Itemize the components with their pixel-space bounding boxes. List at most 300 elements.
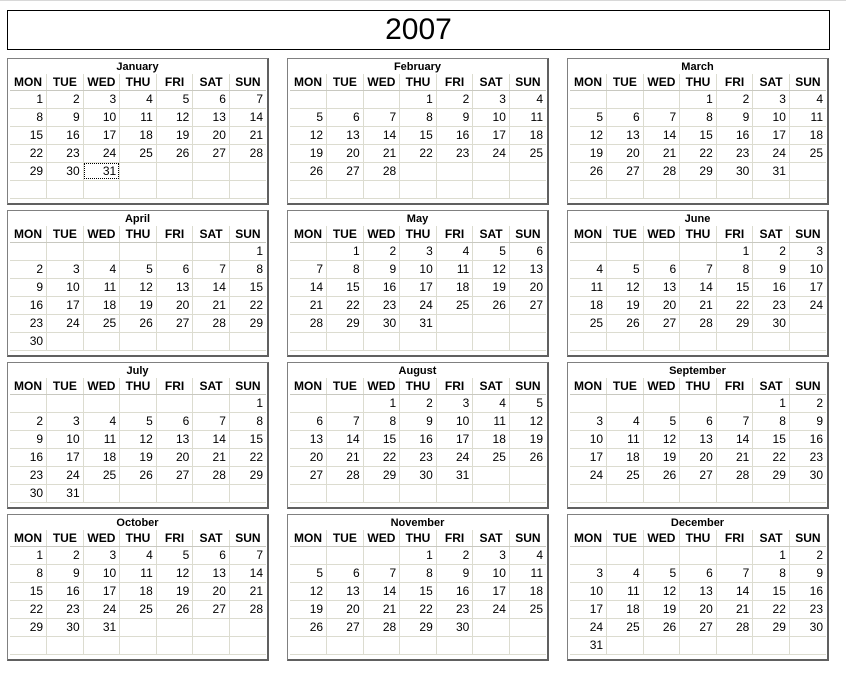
- day-cell[interactable]: 8: [753, 412, 790, 430]
- day-cell[interactable]: [789, 314, 826, 332]
- day-cell[interactable]: 11: [120, 108, 157, 126]
- day-cell[interactable]: 6: [643, 260, 680, 278]
- day-cell[interactable]: [290, 90, 327, 108]
- day-cell[interactable]: [607, 180, 644, 198]
- day-cell[interactable]: 6: [156, 412, 193, 430]
- day-cell[interactable]: 17: [570, 448, 607, 466]
- day-cell[interactable]: [570, 546, 607, 564]
- day-cell[interactable]: 4: [509, 546, 546, 564]
- day-cell[interactable]: 29: [716, 314, 753, 332]
- day-cell[interactable]: 16: [436, 126, 473, 144]
- day-cell[interactable]: 2: [716, 90, 753, 108]
- day-cell[interactable]: [753, 332, 790, 350]
- day-cell[interactable]: [789, 180, 826, 198]
- day-cell[interactable]: 2: [10, 260, 47, 278]
- day-cell[interactable]: 22: [10, 144, 47, 162]
- day-cell[interactable]: 25: [436, 296, 473, 314]
- day-cell[interactable]: 18: [83, 296, 120, 314]
- day-cell[interactable]: 16: [789, 582, 826, 600]
- day-cell[interactable]: [193, 162, 230, 180]
- day-cell[interactable]: 24: [83, 600, 120, 618]
- day-cell[interactable]: 14: [716, 430, 753, 448]
- day-cell[interactable]: 5: [156, 546, 193, 564]
- day-cell[interactable]: 27: [193, 144, 230, 162]
- day-cell[interactable]: [753, 636, 790, 654]
- day-cell[interactable]: 24: [789, 296, 826, 314]
- day-cell[interactable]: [229, 180, 266, 198]
- day-cell[interactable]: 21: [363, 144, 400, 162]
- day-cell[interactable]: [120, 484, 157, 502]
- day-cell[interactable]: 16: [47, 126, 84, 144]
- day-cell[interactable]: 21: [193, 296, 230, 314]
- day-cell[interactable]: 9: [753, 260, 790, 278]
- day-cell[interactable]: 24: [436, 448, 473, 466]
- day-cell[interactable]: 13: [643, 278, 680, 296]
- day-cell[interactable]: 9: [716, 108, 753, 126]
- day-cell[interactable]: 28: [229, 144, 266, 162]
- day-cell[interactable]: 12: [120, 278, 157, 296]
- day-cell[interactable]: 14: [193, 278, 230, 296]
- day-cell[interactable]: 25: [509, 144, 546, 162]
- day-cell[interactable]: [290, 484, 327, 502]
- day-cell[interactable]: 20: [680, 448, 717, 466]
- day-cell[interactable]: 13: [290, 430, 327, 448]
- day-cell[interactable]: 28: [327, 466, 364, 484]
- day-cell[interactable]: 20: [327, 144, 364, 162]
- day-cell[interactable]: 17: [570, 600, 607, 618]
- day-cell[interactable]: 31: [83, 162, 120, 180]
- day-cell[interactable]: 26: [290, 162, 327, 180]
- day-cell[interactable]: 4: [436, 242, 473, 260]
- day-cell[interactable]: 1: [716, 242, 753, 260]
- day-cell[interactable]: 25: [120, 600, 157, 618]
- day-cell[interactable]: 15: [10, 582, 47, 600]
- day-cell[interactable]: 10: [400, 260, 437, 278]
- day-cell[interactable]: 28: [229, 600, 266, 618]
- day-cell[interactable]: 13: [193, 564, 230, 582]
- day-cell[interactable]: 29: [327, 314, 364, 332]
- day-cell[interactable]: [327, 394, 364, 412]
- day-cell[interactable]: 16: [10, 448, 47, 466]
- day-cell[interactable]: 24: [83, 144, 120, 162]
- day-cell[interactable]: [193, 394, 230, 412]
- day-cell[interactable]: 21: [643, 144, 680, 162]
- day-cell[interactable]: 16: [400, 430, 437, 448]
- day-cell[interactable]: 28: [716, 618, 753, 636]
- day-cell[interactable]: 23: [789, 448, 826, 466]
- day-cell[interactable]: 13: [680, 430, 717, 448]
- day-cell[interactable]: 15: [363, 430, 400, 448]
- day-cell[interactable]: 26: [156, 600, 193, 618]
- day-cell[interactable]: [363, 332, 400, 350]
- day-cell[interactable]: 10: [473, 564, 510, 582]
- day-cell[interactable]: 10: [570, 430, 607, 448]
- day-cell[interactable]: 23: [10, 314, 47, 332]
- day-cell[interactable]: 6: [156, 260, 193, 278]
- day-cell[interactable]: 2: [436, 546, 473, 564]
- day-cell[interactable]: 16: [47, 582, 84, 600]
- day-cell[interactable]: 12: [570, 126, 607, 144]
- day-cell[interactable]: 1: [10, 546, 47, 564]
- day-cell[interactable]: [570, 332, 607, 350]
- day-cell[interactable]: 1: [400, 546, 437, 564]
- day-cell[interactable]: 19: [156, 126, 193, 144]
- day-cell[interactable]: 19: [120, 296, 157, 314]
- day-cell[interactable]: 26: [570, 162, 607, 180]
- day-cell[interactable]: 18: [83, 448, 120, 466]
- day-cell[interactable]: [47, 242, 84, 260]
- day-cell[interactable]: 5: [156, 90, 193, 108]
- day-cell[interactable]: 14: [363, 126, 400, 144]
- day-cell[interactable]: 4: [570, 260, 607, 278]
- day-cell[interactable]: 6: [193, 546, 230, 564]
- day-cell[interactable]: 27: [680, 618, 717, 636]
- day-cell[interactable]: [327, 332, 364, 350]
- day-cell[interactable]: [643, 546, 680, 564]
- day-cell[interactable]: [473, 618, 510, 636]
- day-cell[interactable]: 7: [327, 412, 364, 430]
- day-cell[interactable]: 25: [509, 600, 546, 618]
- day-cell[interactable]: 19: [473, 278, 510, 296]
- day-cell[interactable]: 9: [47, 108, 84, 126]
- day-cell[interactable]: [509, 332, 546, 350]
- day-cell[interactable]: 24: [47, 466, 84, 484]
- day-cell[interactable]: 12: [156, 108, 193, 126]
- day-cell[interactable]: 9: [789, 564, 826, 582]
- day-cell[interactable]: 27: [680, 466, 717, 484]
- day-cell[interactable]: 20: [290, 448, 327, 466]
- day-cell[interactable]: [716, 484, 753, 502]
- day-cell[interactable]: 14: [229, 108, 266, 126]
- day-cell[interactable]: [83, 394, 120, 412]
- day-cell[interactable]: 23: [10, 466, 47, 484]
- day-cell[interactable]: [290, 636, 327, 654]
- day-cell[interactable]: [363, 636, 400, 654]
- day-cell[interactable]: [193, 484, 230, 502]
- day-cell[interactable]: 19: [607, 296, 644, 314]
- day-cell[interactable]: 12: [473, 260, 510, 278]
- day-cell[interactable]: [10, 636, 47, 654]
- day-cell[interactable]: [509, 618, 546, 636]
- day-cell[interactable]: [473, 332, 510, 350]
- day-cell[interactable]: [570, 242, 607, 260]
- day-cell[interactable]: 14: [290, 278, 327, 296]
- day-cell[interactable]: 12: [607, 278, 644, 296]
- day-cell[interactable]: [643, 332, 680, 350]
- day-cell[interactable]: [473, 314, 510, 332]
- day-cell[interactable]: 5: [120, 260, 157, 278]
- day-cell[interactable]: [570, 180, 607, 198]
- day-cell[interactable]: 5: [290, 564, 327, 582]
- day-cell[interactable]: 21: [363, 600, 400, 618]
- day-cell[interactable]: [473, 162, 510, 180]
- day-cell[interactable]: [400, 484, 437, 502]
- day-cell[interactable]: 13: [327, 126, 364, 144]
- day-cell[interactable]: [680, 394, 717, 412]
- day-cell[interactable]: 2: [436, 90, 473, 108]
- day-cell[interactable]: [607, 332, 644, 350]
- day-cell[interactable]: 13: [156, 430, 193, 448]
- day-cell[interactable]: 4: [120, 90, 157, 108]
- day-cell[interactable]: 29: [680, 162, 717, 180]
- day-cell[interactable]: 17: [83, 126, 120, 144]
- day-cell[interactable]: 4: [83, 412, 120, 430]
- day-cell[interactable]: 10: [83, 564, 120, 582]
- day-cell[interactable]: 13: [680, 582, 717, 600]
- day-cell[interactable]: 22: [753, 600, 790, 618]
- day-cell[interactable]: 3: [473, 546, 510, 564]
- day-cell[interactable]: [643, 394, 680, 412]
- day-cell[interactable]: 11: [83, 430, 120, 448]
- day-cell[interactable]: 27: [290, 466, 327, 484]
- day-cell[interactable]: [789, 636, 826, 654]
- day-cell[interactable]: 22: [400, 144, 437, 162]
- day-cell[interactable]: 8: [327, 260, 364, 278]
- day-cell[interactable]: [570, 90, 607, 108]
- day-cell[interactable]: [120, 162, 157, 180]
- day-cell[interactable]: 17: [83, 582, 120, 600]
- day-cell[interactable]: 16: [363, 278, 400, 296]
- day-cell[interactable]: 15: [229, 430, 266, 448]
- day-cell[interactable]: 4: [473, 394, 510, 412]
- day-cell[interactable]: 31: [753, 162, 790, 180]
- day-cell[interactable]: [436, 314, 473, 332]
- day-cell[interactable]: 16: [789, 430, 826, 448]
- day-cell[interactable]: [327, 484, 364, 502]
- day-cell[interactable]: 12: [643, 430, 680, 448]
- day-cell[interactable]: [753, 484, 790, 502]
- day-cell[interactable]: [156, 180, 193, 198]
- day-cell[interactable]: 19: [643, 600, 680, 618]
- day-cell[interactable]: [400, 180, 437, 198]
- day-cell[interactable]: [570, 394, 607, 412]
- day-cell[interactable]: 7: [229, 90, 266, 108]
- day-cell[interactable]: [643, 484, 680, 502]
- day-cell[interactable]: 7: [193, 260, 230, 278]
- day-cell[interactable]: 2: [789, 394, 826, 412]
- day-cell[interactable]: [509, 466, 546, 484]
- day-cell[interactable]: 23: [789, 600, 826, 618]
- day-cell[interactable]: 23: [753, 296, 790, 314]
- day-cell[interactable]: 26: [473, 296, 510, 314]
- day-cell[interactable]: 6: [680, 564, 717, 582]
- day-cell[interactable]: [570, 484, 607, 502]
- day-cell[interactable]: 5: [509, 394, 546, 412]
- day-cell[interactable]: 9: [789, 412, 826, 430]
- day-cell[interactable]: 28: [193, 314, 230, 332]
- day-cell[interactable]: 3: [570, 564, 607, 582]
- day-cell[interactable]: 4: [509, 90, 546, 108]
- day-cell[interactable]: 18: [120, 126, 157, 144]
- day-cell[interactable]: 28: [363, 162, 400, 180]
- day-cell[interactable]: 9: [363, 260, 400, 278]
- day-cell[interactable]: 29: [229, 314, 266, 332]
- day-cell[interactable]: 4: [120, 546, 157, 564]
- day-cell[interactable]: [473, 484, 510, 502]
- day-cell[interactable]: 18: [789, 126, 826, 144]
- day-cell[interactable]: 1: [10, 90, 47, 108]
- day-cell[interactable]: 10: [789, 260, 826, 278]
- day-cell[interactable]: 9: [400, 412, 437, 430]
- day-cell[interactable]: [83, 180, 120, 198]
- day-cell[interactable]: [120, 242, 157, 260]
- day-cell[interactable]: 19: [643, 448, 680, 466]
- day-cell[interactable]: 30: [47, 618, 84, 636]
- day-cell[interactable]: 1: [327, 242, 364, 260]
- day-cell[interactable]: [473, 466, 510, 484]
- day-cell[interactable]: [156, 636, 193, 654]
- day-cell[interactable]: [716, 546, 753, 564]
- day-cell[interactable]: 11: [436, 260, 473, 278]
- day-cell[interactable]: 18: [473, 430, 510, 448]
- day-cell[interactable]: 27: [327, 162, 364, 180]
- day-cell[interactable]: [509, 314, 546, 332]
- day-cell[interactable]: 16: [753, 278, 790, 296]
- day-cell[interactable]: 8: [229, 412, 266, 430]
- day-cell[interactable]: 17: [753, 126, 790, 144]
- day-cell[interactable]: 29: [363, 466, 400, 484]
- day-cell[interactable]: [120, 394, 157, 412]
- day-cell[interactable]: 30: [400, 466, 437, 484]
- day-cell[interactable]: [156, 242, 193, 260]
- day-cell[interactable]: 11: [570, 278, 607, 296]
- day-cell[interactable]: [47, 394, 84, 412]
- day-cell[interactable]: 24: [400, 296, 437, 314]
- day-cell[interactable]: 14: [229, 564, 266, 582]
- day-cell[interactable]: 3: [570, 412, 607, 430]
- day-cell[interactable]: 10: [83, 108, 120, 126]
- day-cell[interactable]: 30: [789, 466, 826, 484]
- day-cell[interactable]: 14: [716, 582, 753, 600]
- day-cell[interactable]: [47, 332, 84, 350]
- day-cell[interactable]: 23: [436, 144, 473, 162]
- day-cell[interactable]: [436, 636, 473, 654]
- day-cell[interactable]: 21: [290, 296, 327, 314]
- day-cell[interactable]: 9: [436, 108, 473, 126]
- day-cell[interactable]: 12: [509, 412, 546, 430]
- day-cell[interactable]: 21: [193, 448, 230, 466]
- day-cell[interactable]: [509, 162, 546, 180]
- day-cell[interactable]: 10: [436, 412, 473, 430]
- day-cell[interactable]: 15: [753, 430, 790, 448]
- day-cell[interactable]: 26: [509, 448, 546, 466]
- day-cell[interactable]: 15: [680, 126, 717, 144]
- day-cell[interactable]: 15: [753, 582, 790, 600]
- day-cell[interactable]: [229, 618, 266, 636]
- day-cell[interactable]: 8: [680, 108, 717, 126]
- day-cell[interactable]: 5: [570, 108, 607, 126]
- day-cell[interactable]: 17: [473, 126, 510, 144]
- day-cell[interactable]: 16: [436, 582, 473, 600]
- day-cell[interactable]: 3: [47, 260, 84, 278]
- day-cell[interactable]: 4: [83, 260, 120, 278]
- day-cell[interactable]: 3: [47, 412, 84, 430]
- day-cell[interactable]: 31: [400, 314, 437, 332]
- day-cell[interactable]: 1: [753, 394, 790, 412]
- day-cell[interactable]: 15: [400, 582, 437, 600]
- day-cell[interactable]: [716, 180, 753, 198]
- day-cell[interactable]: 12: [120, 430, 157, 448]
- day-cell[interactable]: 23: [47, 600, 84, 618]
- day-cell[interactable]: [400, 636, 437, 654]
- day-cell[interactable]: 25: [607, 466, 644, 484]
- day-cell[interactable]: [156, 618, 193, 636]
- day-cell[interactable]: 15: [229, 278, 266, 296]
- day-cell[interactable]: 26: [643, 618, 680, 636]
- day-cell[interactable]: [716, 394, 753, 412]
- day-cell[interactable]: 24: [753, 144, 790, 162]
- day-cell[interactable]: 30: [436, 618, 473, 636]
- day-cell[interactable]: [436, 332, 473, 350]
- day-cell[interactable]: 18: [607, 600, 644, 618]
- day-cell[interactable]: 10: [47, 430, 84, 448]
- day-cell[interactable]: [363, 546, 400, 564]
- day-cell[interactable]: 14: [643, 126, 680, 144]
- day-cell[interactable]: 25: [473, 448, 510, 466]
- day-cell[interactable]: 5: [120, 412, 157, 430]
- day-cell[interactable]: 23: [716, 144, 753, 162]
- day-cell[interactable]: [643, 636, 680, 654]
- day-cell[interactable]: [120, 618, 157, 636]
- day-cell[interactable]: 7: [363, 564, 400, 582]
- day-cell[interactable]: [607, 546, 644, 564]
- day-cell[interactable]: 23: [363, 296, 400, 314]
- day-cell[interactable]: [83, 242, 120, 260]
- day-cell[interactable]: 26: [156, 144, 193, 162]
- day-cell[interactable]: 5: [607, 260, 644, 278]
- day-cell[interactable]: 26: [643, 466, 680, 484]
- day-cell[interactable]: 3: [400, 242, 437, 260]
- day-cell[interactable]: 24: [47, 314, 84, 332]
- day-cell[interactable]: 29: [229, 466, 266, 484]
- day-cell[interactable]: 29: [753, 618, 790, 636]
- day-cell[interactable]: 28: [680, 314, 717, 332]
- day-cell[interactable]: 11: [509, 108, 546, 126]
- day-cell[interactable]: 1: [680, 90, 717, 108]
- day-cell[interactable]: 25: [789, 144, 826, 162]
- day-cell[interactable]: 4: [789, 90, 826, 108]
- day-cell[interactable]: [363, 180, 400, 198]
- day-cell[interactable]: 24: [473, 144, 510, 162]
- day-cell[interactable]: 7: [680, 260, 717, 278]
- day-cell[interactable]: 5: [643, 412, 680, 430]
- day-cell[interactable]: [680, 636, 717, 654]
- day-cell[interactable]: [120, 636, 157, 654]
- day-cell[interactable]: [120, 180, 157, 198]
- day-cell[interactable]: 5: [643, 564, 680, 582]
- day-cell[interactable]: 31: [83, 618, 120, 636]
- day-cell[interactable]: 23: [436, 600, 473, 618]
- day-cell[interactable]: [327, 636, 364, 654]
- day-cell[interactable]: 1: [229, 242, 266, 260]
- day-cell[interactable]: 10: [753, 108, 790, 126]
- day-cell[interactable]: 8: [10, 108, 47, 126]
- day-cell[interactable]: 18: [570, 296, 607, 314]
- day-cell[interactable]: 22: [400, 600, 437, 618]
- day-cell[interactable]: 22: [10, 600, 47, 618]
- day-cell[interactable]: 30: [47, 162, 84, 180]
- day-cell[interactable]: 24: [570, 618, 607, 636]
- day-cell[interactable]: 2: [753, 242, 790, 260]
- day-cell[interactable]: [789, 484, 826, 502]
- day-cell[interactable]: [156, 162, 193, 180]
- day-cell[interactable]: 27: [156, 466, 193, 484]
- day-cell[interactable]: [400, 332, 437, 350]
- day-cell[interactable]: 7: [290, 260, 327, 278]
- day-cell[interactable]: 31: [436, 466, 473, 484]
- day-cell[interactable]: 21: [327, 448, 364, 466]
- day-cell[interactable]: [193, 332, 230, 350]
